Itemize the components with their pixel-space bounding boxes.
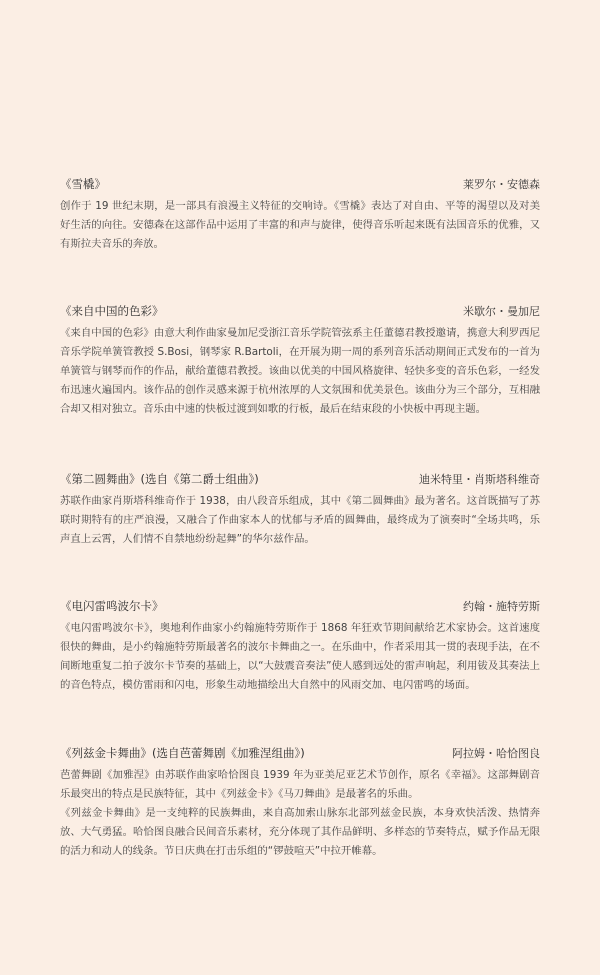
piece-title: 《第二圆舞曲》(选自《第二爵士组曲》) — [60, 472, 259, 486]
piece-description: 《电闪雷鸣波尔卡》，奥地利作曲家小约翰施特劳斯作于 1868 年狂欢节期间献给艺术家协会。这首速度很快的舞曲，是小约翰施特劳斯最著名的波尔卡舞曲之一。在乐曲中，作者采用其一贯的表现手法，在不间断地重复二拍子波尔卡节奏的基础上，以“大鼓震音奏法”使人感到远处的雷声响起，利用钹及其奏法上的音色特点，模仿雷雨和闪电，形象生动地描绘出大自然中的风雨交加、电闪雷鸣的场面。 — [60, 622, 540, 691]
piece-title: 《电闪雷鸣波尔卡》 — [60, 599, 164, 613]
entry-header — [60, 471, 540, 489]
piece-title: 《列兹金卡舞曲》(选自芭蕾舞剧《加雅涅组曲》) — [60, 746, 305, 760]
piece-description: 芭蕾舞剧《加雅涅》由苏联作曲家哈恰图良 1939 年为亚美尼亚艺术节创作，原名《幸福》。这部舞剧音乐最突出的特点是民族特征，其中《列兹金卡》《马刀舞曲》是最著名的乐曲。 — [60, 769, 540, 800]
entry-header — [60, 745, 540, 763]
piece-title: 《雪橇》 — [60, 177, 106, 191]
composer-name: 米歇尔・曼加尼 — [463, 305, 540, 318]
entry-header — [60, 176, 540, 194]
piece-description: 《来自中国的色彩》由意大利作曲家曼加尼受浙江音乐学院管弦系主任董德君教授邀请，携意大利罗西尼音乐学院单簧管教授 S.Bosi，钢琴家 R.Bartoli，在开展为期一周的系列音乐活动期间正式发布的一首为单簧管与钢琴而作的作品，献给董德君教授。该曲以优美的中国风格旋律、轻快多变的音乐色彩，一经发布迅速火遍国内。该作品的创作灵感来源于杭州浓厚的人文氛围和优美景色。该曲分为三个部分，互相融合却又相对独立。音乐由中速的快板过渡到如歌的行板，最后在结束段的小快板中再现主题。 — [60, 327, 540, 415]
piece-description: 苏联作曲家肖斯塔科维奇作于 1938，由八段音乐组成，其中《第二圆舞曲》最为著名。这首既描写了苏联时期特有的庄严浪漫，又融合了作曲家本人的忧郁与矛盾的圆舞曲，最终成为了演奏时“全场共鸣，乐声直上云霄，人们情不自禁地纷纷起舞”的华尔兹作品。 — [60, 495, 540, 545]
program-entry-second-waltz — [60, 471, 540, 549]
composer-name: 迪米特里・肖斯塔科维奇 — [419, 473, 540, 486]
piece-description: 《列兹金卡舞曲》是一支纯粹的民族舞曲，来自高加索山脉东北部列兹金民族，本身欢快活泼、热情奔放、大气勇猛。哈恰图良融合民间音乐素材，充分体现了其作品鲜明、多样态的节奏特点，赋予作品无限的活力和动人的线条。节日庆典在打击乐组的“锣鼓喧天”中拉开帷幕。 — [60, 807, 540, 857]
program-entry-sleigh-ride — [60, 176, 540, 254]
program-entry-colors-from-china — [60, 303, 540, 419]
composer-name: 阿拉姆・哈恰图良 — [452, 747, 540, 760]
composer-name: 约翰・施特劳斯 — [463, 600, 540, 613]
piece-description: 创作于 19 世纪末期，是一部具有浪漫主义特征的交响诗。《雪橇》表达了对自由、平等的渴望以及对美好生活的向往。安德森在这部作品中运用了丰富的和声与旋律，使得音乐听起来既有法国音乐的优雅，又有斯拉夫音乐的奔放。 — [60, 200, 540, 250]
entry-header — [60, 303, 540, 321]
program-entry-thunder-lightning-polka — [60, 598, 540, 695]
entry-header — [60, 598, 540, 616]
composer-name: 莱罗尔・安德森 — [463, 178, 540, 191]
program-entry-lezginka — [60, 745, 540, 861]
piece-title: 《来自中国的色彩》 — [60, 304, 164, 318]
